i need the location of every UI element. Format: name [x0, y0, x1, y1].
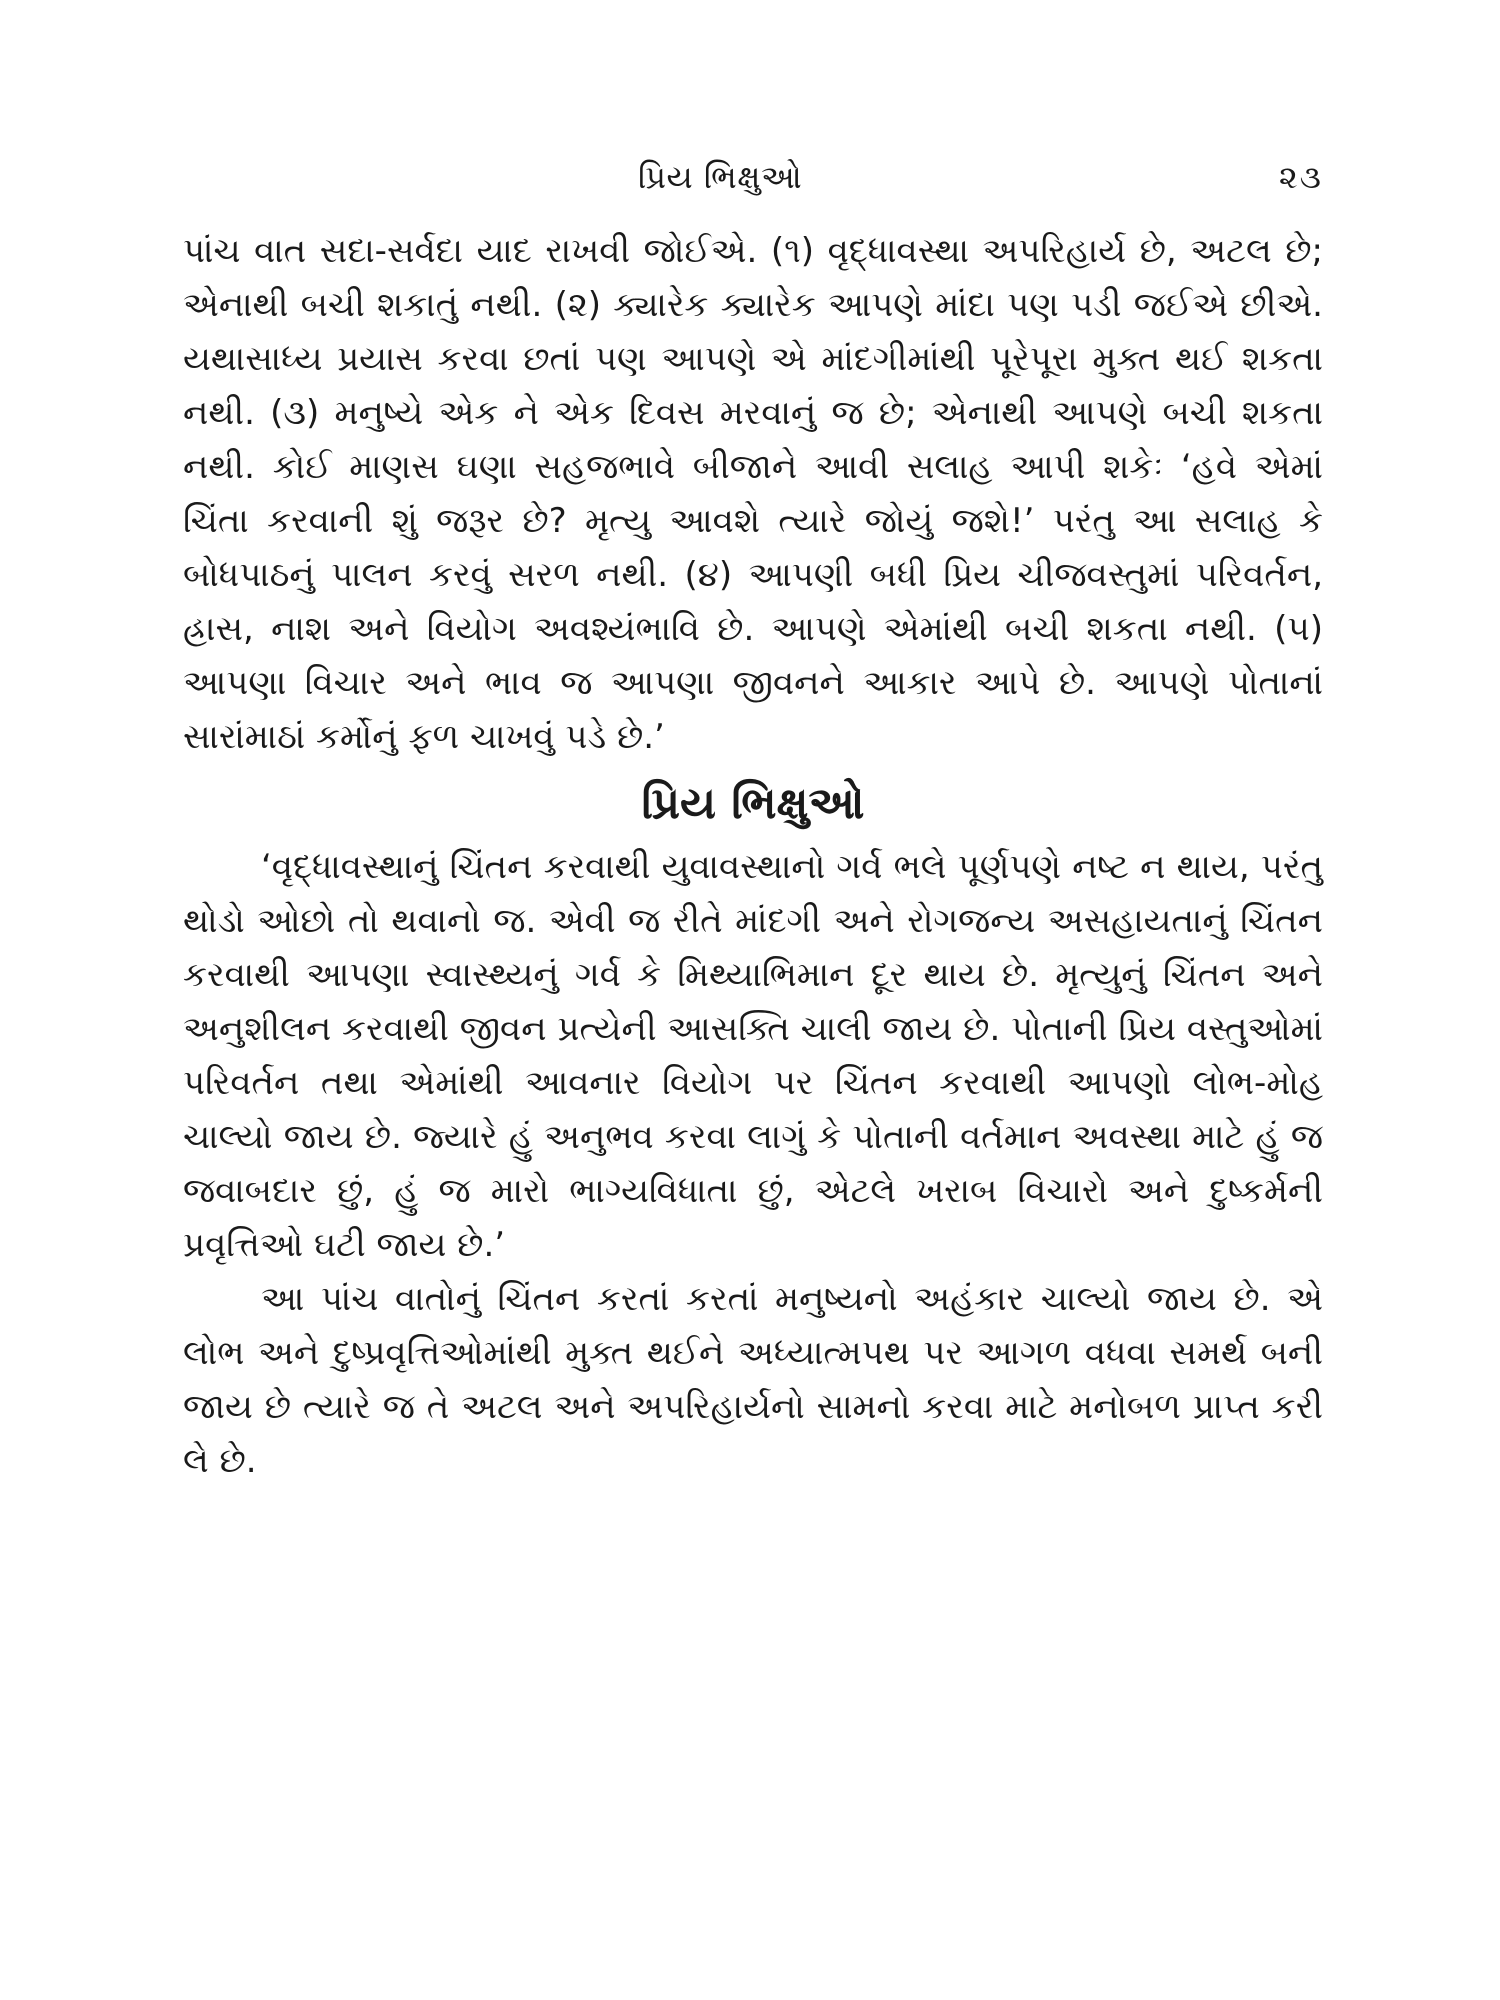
running-header [183, 150, 1323, 210]
paragraph-continuation: પાંચ વાત સદા-સર્વદા યાદ રાખવી જોઈએ. (૧) વૃદ્ધાવસ્થા અપરિહાર્ય છે, અટલ છે; એનાથી બચી શકાતું નથી. (૨) ક્યારેક ક્યારેક આપણે માંદા પણ પડી જઈએ છીએ. યથાસાધ્ય પ્રયાસ કરવા છતાં પણ આપણે એ માંદગીમાંથી પૂરેપૂરા મુક્ત થઈ શકતા નથી. (૩) મનુષ્યે એક ને એક દિવસ મરવાનું જ છે; એનાથી આપણે બચી શકતા નથી. કોઈ માણસ ઘણા સહજભાવે બીજાને આવી સલાહ આપી શકેઃ ‘હવે એમાં ચિંતા કરવાની શું જરૂર છે? મૃત્યુ આવશે ત્યારે જોયું જશે!’ પરંતુ આ સલાહ કે બોધપાઠનું પાલન કરવું સરળ નથી. (૪) આપણી બધી પ્રિય ચીજવસ્તુમાં પરિવર્તન, હ્રાસ, નાશ અને વિયોગ અવશ્યંભાવિ છે. આપણે એમાંથી બચી શકતા નથી. (૫) આપણા વિચાર અને ભાવ જ આપણા જીવનને આકાર આપે છે. આપણે પોતાનાં સારાંમાઠાં કર્મોનું ફળ ચાખવું પડે છે.’ [183, 231, 1323, 757]
running-title: પ્રિય ભિક્ષુઓ [638, 158, 803, 196]
body-text [183, 224, 1323, 1488]
page-number: ૨૩ [1278, 158, 1323, 196]
paragraph-quote: ‘વૃદ્ધાવસ્થાનું ચિંતન કરવાથી યુવાવસ્થાનો ગર્વ ભલે પૂર્ણપણે નષ્ટ ન થાય, પરંતુ થોડો ઓછો તો થવાનો જ. એવી જ રીતે માંદગી અને રોગજન્ય અસહાયતાનું ચિંતન કરવાથી આપણા સ્વાસ્થ્યનું ગર્વ કે મિથ્યાભિમાન દૂર થાય છે. મૃત્યુનું ચિંતન અને અનુશીલન કરવાથી જીવન પ્રત્યેની આસક્તિ ચાલી જાય છે. પોતાની પ્રિય વસ્તુઓમાં પરિવર્તન તથા એમાંથી આવનાર વિયોગ પર ચિંતન કરવાથી આપણો લોભ-મોહ ચાલ્યો જાય છે. જ્યારે હું અનુભવ કરવા લાગું કે પોતાની વર્તમાન અવસ્થા માટે હું જ જવાબદાર છું, હું જ મારો ભાગ્યવિધાતા છું, એટલે ખરાબ વિચારો અને દુષ્કર્મની પ્રવૃત્તિઓ ઘટી જાય છે.’ [183, 847, 1323, 1265]
paragraph-conclusion: આ પાંચ વાતોનું ચિંતન કરતાં કરતાં મનુષ્યનો અહંકાર ચાલ્યો જાય છે. એ લોભ અને દુષ્પ્રવૃત્તિઓમાંથી મુક્ત થઈને અધ્યાત્મપથ પર આગળ વધવા સમર્થ બની જાય છે ત્યારે જ તે અટલ અને અપરિહાર્યનો સામનો કરવા માટે મનોબળ પ્રાપ્ત કરી લે છે. [183, 1279, 1323, 1481]
section-heading: પ્રિય ભિક્ષુઓ [641, 778, 865, 829]
